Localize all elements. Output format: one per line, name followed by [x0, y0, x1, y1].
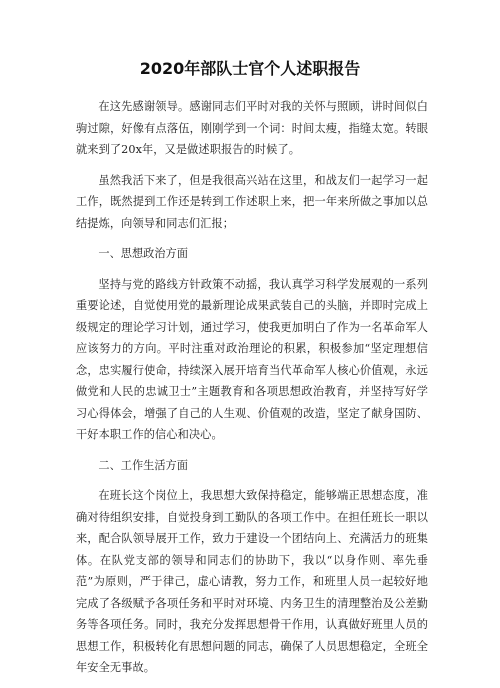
document-body	[76, 96, 428, 688]
section-text-political: 坚持与党的路线方针政策不动摇，我认真学习科学发展观的一系列重要论述，自觉使用党的最新理论成果武装自己的头脑，并即时完成上级规定的理论学习计划，通过学习，使我更加明白了作为一名革命军人应该努力的方向。平时注重对政治理论的积累，积极参加“坚定理想信念，忠实履行使命，持续深入展开培育当代革命军人核心价值观，永远做党和人民的忠诚卫士”主题教育和各项思想政治教育，并坚持写好学习心得体会，增强了自己的人生观、价值观的改造，坚定了献身国防、干好本职工作的信心和决心。	[76, 277, 428, 441]
section-heading-political: 一、思想政治方面	[98, 247, 188, 260]
document-title: 2020年部队士官个人述职报告	[139, 59, 361, 78]
summary-paragraph: 虽然我活下来了，但是我很高兴站在这里，和战友们一起学习一起工作，既然提到工作还是转到工作述职上来，把一年来所做之事加以总结提炼，向领导和同志们汇报；	[76, 173, 428, 230]
section-heading-work: 二、工作生活方面	[98, 458, 188, 472]
intro-paragraph: 在这先感谢领导。感谢同志们平时对我的关怀与照顾，讲时间似白驹过隙，好像有点落伍，刚刚学到一个词：时间太瘦，指缝太宽。转眼就来到了20x年，又是做述职报告的时候了。	[76, 100, 428, 156]
section-text-work: 在班长这个岗位上，我思想大致保持稳定，能够端正思想态度，准确对待组织安排，自觉投身到工勤队的各项工作中。在担任班长一职以来，配合队领导展开工作，致力于建设一个团结向上、充满活力的班集体。在队党支部的领导和同志们的协助下，我以“以身作则、率先垂范”为原则，严于律己，虚心请教，努力工作，和班里人员一起较好地完成了各级赋予各项任务和平时对环境、内务卫生的清理整治及公差勤务等各项任务。同时，我充分发挥思想骨干作用，认真做好班里人员的思想工作，积极转化有思想问题的同志，确保了人员思想稳定，全班全年安全无事故。	[76, 489, 428, 674]
